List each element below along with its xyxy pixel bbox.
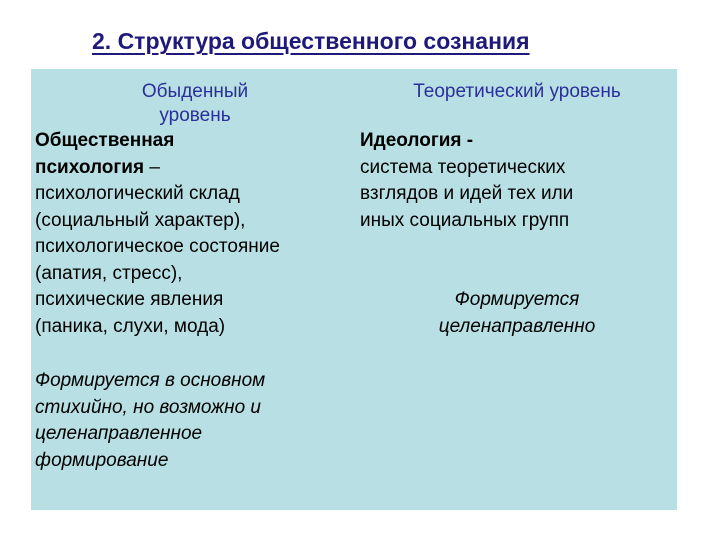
theoretical-level-definition [360, 128, 573, 234]
theoretical-level-note: Формируется целенаправленно [438, 289, 596, 337]
column-header-theoretical: Теоретический уровень [413, 81, 621, 102]
everyday-level-definition [35, 128, 280, 340]
everyday-level-note: Формируется в основном стихийно, но возможно и целенаправленное формирование [35, 370, 266, 471]
social-psychology-description: психологический склад (социальный характер), психологическое состояние (апатия, стресс), психические явления (паника, слухи, мода) [35, 183, 280, 337]
term-dash: – [144, 156, 160, 178]
term-social-psychology: Общественная психология [35, 130, 175, 178]
term-ideology: Идеология - [360, 130, 474, 151]
ideology-description: система теоретических взглядов и идей тех или иных социальных групп [360, 156, 574, 231]
column-header-everyday: Обыденный уровень [141, 81, 249, 126]
comparison-table [31, 69, 677, 510]
slide-title: 2. Структура общественного сознания [92, 28, 530, 54]
